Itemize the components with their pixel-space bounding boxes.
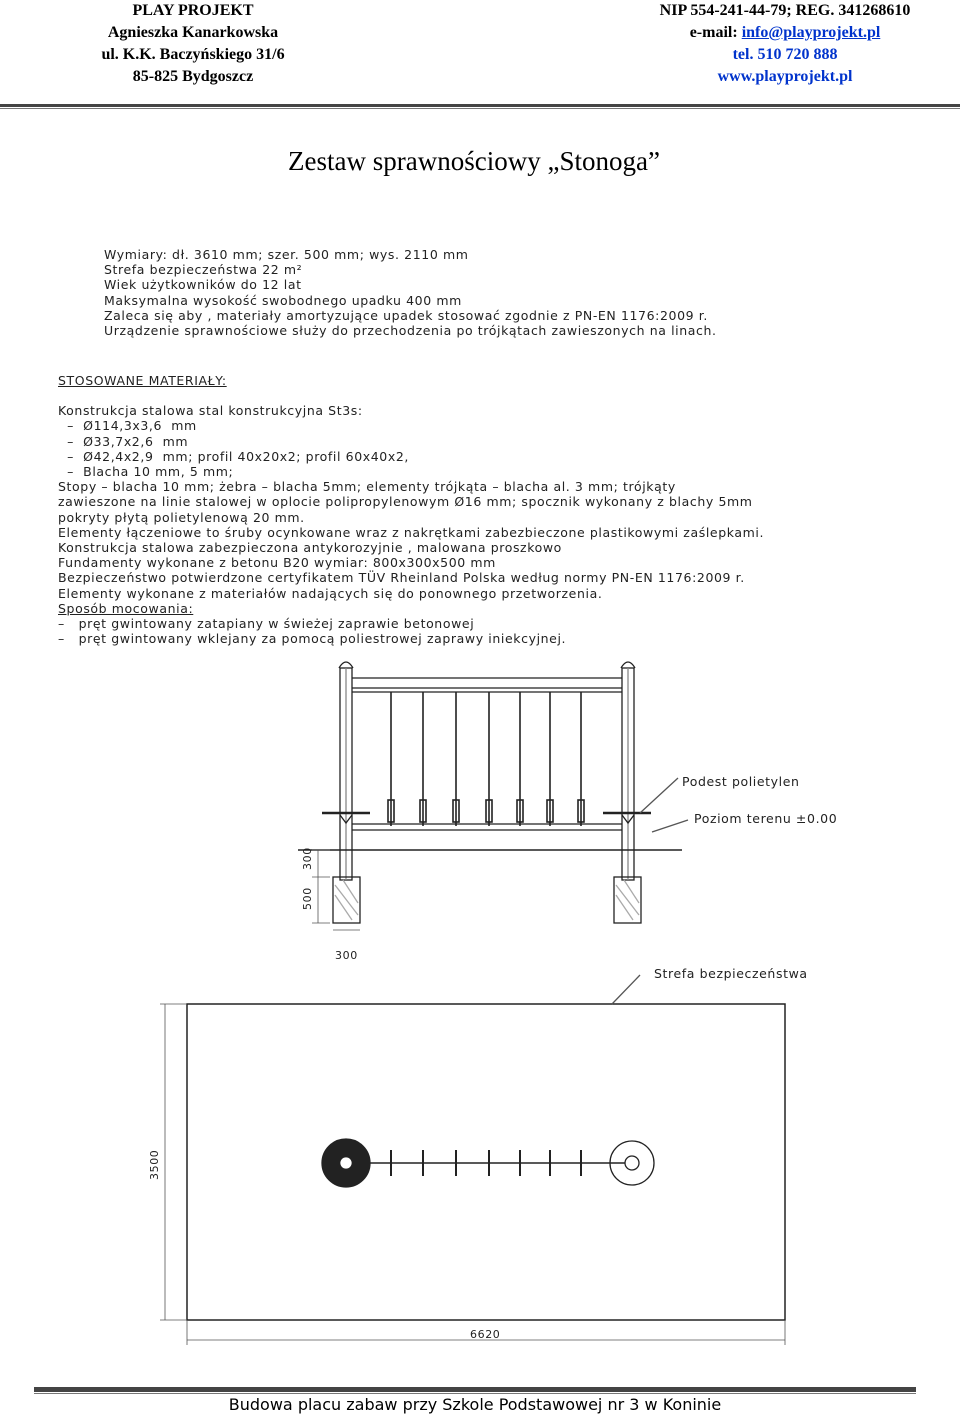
foundation-left <box>333 877 360 923</box>
mounting-line: – pręt gwintowany wklejany za pomocą poliestrowej zaprawy iniekcyjnej. <box>58 631 567 647</box>
materials-heading: STOSOWANE MATERIAŁY: <box>58 373 227 388</box>
hanging-triangles <box>388 692 584 826</box>
street-address: ul. K.K. Baczyńskiego 31/6 <box>101 46 285 63</box>
dim-6620: 6620 <box>470 1328 501 1341</box>
top-rail <box>352 678 622 692</box>
mounting-line: – pręt gwintowany zatapiany w świeżej zaprawie betonowej <box>58 616 475 632</box>
dim-500: 500 <box>301 887 314 910</box>
spec-line: Zaleca się aby , materiały amortyzujące upadek stosować zgodnie z PN-EN 1176:2009 r. <box>104 307 708 323</box>
owner-name: Agnieszka Kanarkowska <box>107 24 279 41</box>
material-line: – Blacha 10 mm, 5 mm; <box>58 464 234 480</box>
specifications <box>104 247 717 338</box>
nip-reg: NIP 554-241-44-79; REG. 341268610 <box>659 2 911 19</box>
spec-line: Maksymalna wysokość swobodnego upadku 400 mm <box>104 292 462 308</box>
platform-right <box>603 813 651 823</box>
material-line: – Ø114,3x3,6 mm <box>58 418 197 434</box>
label-poziom: Poziom terenu ±0.00 <box>694 811 838 826</box>
material-line: – Ø33,7x2,6 mm <box>58 433 189 449</box>
material-line: Elementy łączeniowe to śruby ocynkowane wraz z nakrętkami zabezbieczone plastikowymi zaślepkami. <box>58 524 765 540</box>
material-line: pokryty płytą polietylenową 20 mm. <box>58 509 305 525</box>
company-block <box>88 0 298 88</box>
footer-divider <box>34 1387 916 1392</box>
label-strefa: Strefa bezpieczeństwa <box>654 966 808 981</box>
spec-line: Wiek użytkowników do 12 lat <box>104 277 302 293</box>
material-line: Stopy – blacha 10 mm; żebra – blacha 5mm; elementy trójkąta – blacha al. 3 mm; trójkąty <box>58 479 676 495</box>
spec-line: Urządzenie sprawnościowe służy do przechodzenia po trójkątach zawieszonych na linach. <box>104 323 717 339</box>
dim-300-vertical: 300 <box>301 847 314 870</box>
material-line: – Ø42,4x2,9 mm; profil 40x20x2; profil 60x40x2, <box>58 448 409 464</box>
email-line <box>635 22 935 44</box>
safety-zone <box>160 975 785 1345</box>
spec-line: Strefa bezpieczeństwa 22 m² <box>104 262 303 278</box>
contact-block <box>635 0 935 88</box>
material-line: zawieszone na linie stalowej w oplocie polipropylenowym Ø16 mm; spocznik wykonany z blachy 5mm <box>58 494 753 510</box>
header-divider <box>0 104 960 107</box>
company-name: PLAY PROJEKT <box>132 2 254 19</box>
page-title: Zestaw sprawnościowy „Stonoga” <box>288 146 660 176</box>
label-podest: Podest polietylen <box>682 774 800 789</box>
page-footer: Budowa placu zabaw przy Szkole Podstawowej nr 3 w Koninie <box>228 1395 722 1414</box>
foundation-right <box>614 877 641 923</box>
dimension-depth <box>312 850 330 923</box>
email-label: e-mail: <box>689 24 742 41</box>
materials-section <box>58 373 764 646</box>
material-line: Konstrukcja stalowa zabezpieczona antykorozyjnie , malowana proszkowo <box>58 540 562 556</box>
material-line: Konstrukcja stalowa stal konstrukcyjna St3s: <box>58 403 363 419</box>
website-link[interactable]: www.playprojekt.pl <box>717 68 853 85</box>
technical-drawing <box>0 650 960 1385</box>
material-line: Fundamenty wykonane z betonu B20 wymiar: 800x300x500 mm <box>58 555 496 571</box>
dim-300-horizontal: 300 <box>335 949 358 962</box>
phone: tel. 510 720 888 <box>732 46 838 63</box>
header-divider-thin <box>0 108 960 109</box>
top-view <box>322 1139 654 1187</box>
right-post <box>621 662 635 880</box>
page-header <box>0 0 960 112</box>
left-post <box>339 662 353 880</box>
city-address: 85-825 Bydgoszcz <box>132 68 254 85</box>
spec-line: Wymiary: dł. 3610 mm; szer. 500 mm; wys. 2110 mm <box>104 247 469 262</box>
material-line: Elementy wykonane z materiałów nadających się do ponownego przetworzenia. <box>58 585 603 601</box>
email-link[interactable]: info@playprojekt.pl <box>741 24 881 41</box>
dim-3500: 3500 <box>148 1149 161 1180</box>
material-line: Bezpieczeństwo potwierdzone certyfikatem TÜV Rheinland Polska według normy PN-EN 1176:2009 r. <box>58 570 745 586</box>
mounting-heading: Sposób mocowania: <box>58 600 194 616</box>
